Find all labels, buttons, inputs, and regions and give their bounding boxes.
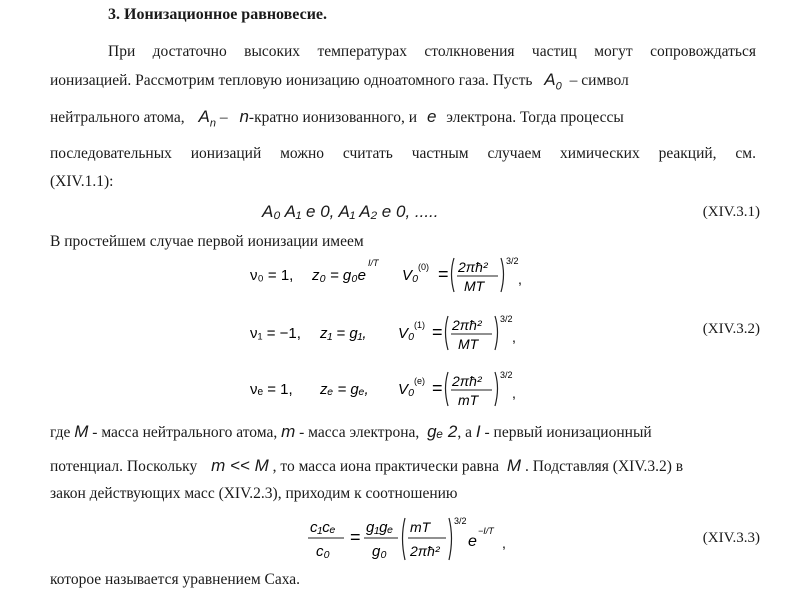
equation-number: (XIV.3.1): [702, 204, 760, 220]
paragraph-line: [50, 452, 756, 481]
paragraph-line: закон действующих масс (XIV.2.3), приходим к соотношению: [50, 485, 458, 502]
Ve: V₀: [398, 381, 415, 398]
text-fragment: где: [50, 424, 71, 441]
symbol-M: M: [506, 456, 522, 475]
text-fragment: , то масса иона практически равна: [272, 458, 500, 475]
symbol-n: n: [239, 107, 249, 126]
symbol-A0: $A_0$: [544, 70, 562, 93]
denominator: MT: [464, 278, 485, 294]
text-fragment: ионизацией. Рассмотрим тепловую ионизацию одноатомного газа. Пусть: [50, 72, 533, 89]
numerator: 2πħ²: [452, 373, 482, 389]
z1: z₁ = g₁,: [320, 325, 367, 342]
nue: νₑ = 1,: [250, 381, 293, 398]
svg-text:=: =: [432, 378, 443, 398]
svg-text:=: =: [432, 322, 443, 342]
svg-text:,: ,: [512, 385, 516, 401]
text-fragment: - масса электрона,: [299, 424, 420, 441]
paragraph-line: (XIV.1.1):: [50, 173, 114, 190]
V0-sup: (0): [418, 262, 429, 272]
paragraph-line: которое называется уравнением Саха.: [50, 571, 301, 588]
section-heading: 3. Ионизационное равновесие.: [108, 6, 328, 23]
symbol-M: M: [74, 422, 89, 441]
power: 3/2: [500, 370, 513, 380]
exp-I-T: I/T: [368, 258, 379, 268]
text-fragment: - масса нейтрального атома,: [92, 424, 278, 441]
nu0: ν₀ = 1,: [250, 267, 294, 284]
lhs-numerator: c₁cₑ: [310, 519, 336, 536]
V1-sup: (1): [414, 320, 425, 330]
exp-base: e: [468, 533, 477, 550]
numerator: 2πħ²: [458, 259, 488, 275]
Ve-sup: (e): [414, 376, 425, 386]
svg-text:=: =: [438, 264, 449, 284]
frac-numerator: mT: [410, 519, 431, 535]
frac-denominator: 2πħ²: [410, 543, 440, 559]
text-fragment: - первый ионизационный: [484, 424, 652, 441]
symbol-I: I: [475, 422, 481, 441]
svg-text:,: ,: [512, 329, 516, 345]
svg-text:,: ,: [518, 271, 522, 287]
equation-XIV-3-1: A₀ A₁ e 0, A₁ A₂ e 0, .....: [262, 202, 439, 221]
equation-number: (XIV.3.3): [702, 530, 760, 546]
text-fragment: нейтрального атома,: [50, 109, 185, 126]
symbol-m: m: [281, 422, 296, 441]
lhs-denominator: c₀: [316, 543, 330, 560]
paragraph-line: [50, 66, 756, 100]
text-fragment: , а: [457, 424, 473, 441]
text-fragment: потенциал. Поскольку: [50, 458, 198, 475]
denominator: MT: [458, 336, 479, 352]
symbol-e: e: [426, 107, 437, 126]
power: 3/2: [500, 314, 513, 324]
paragraph-line: [50, 103, 756, 137]
power: 3/2: [454, 516, 467, 526]
denominator: mT: [458, 392, 479, 408]
text-fragment: –: [219, 109, 228, 126]
z0: z₀ = g₀e: [312, 267, 366, 284]
svg-text:=: =: [350, 527, 361, 547]
nu1: ν₁ = −1,: [250, 325, 301, 342]
svg-text:,: ,: [502, 535, 506, 551]
text-fragment: электрона. Тогда процессы: [446, 109, 624, 126]
text-fragment: – символ: [569, 72, 629, 89]
mid-denominator: g₀: [372, 543, 387, 560]
symbol-ge-equals-2: gₑ 2: [427, 422, 458, 441]
power: 3/2: [506, 256, 519, 266]
paragraph-line: При достаточно высоких температурах столкновения частиц могут сопровождаться: [108, 43, 756, 60]
paragraph-line: В простейшем случае первой ионизации имеем: [50, 233, 364, 250]
equation-XIV-3-3: [306, 510, 516, 570]
equation-XIV-3-2: [250, 254, 540, 414]
ze: zₑ = gₑ,: [320, 381, 369, 398]
symbol-An: $A_n$: [198, 107, 216, 130]
symbol-m-less-M: m << M: [211, 456, 269, 475]
text-fragment: -кратно ионизованного, и: [248, 109, 418, 126]
text-fragment: . Подставляя (XIV.3.2) в: [524, 458, 684, 475]
V0: V₀: [402, 267, 419, 284]
paragraph-line: [50, 418, 756, 447]
numerator: 2πħ²: [452, 317, 482, 333]
V1: V₀: [398, 325, 415, 342]
equation-number: (XIV.3.2): [702, 321, 760, 337]
mid-numerator: g₁gₑ: [366, 519, 394, 536]
paragraph-line: последовательных ионизаций можно считать частным случаем химических реакций, см.: [50, 145, 756, 162]
exp-power: −I/T: [478, 526, 494, 536]
